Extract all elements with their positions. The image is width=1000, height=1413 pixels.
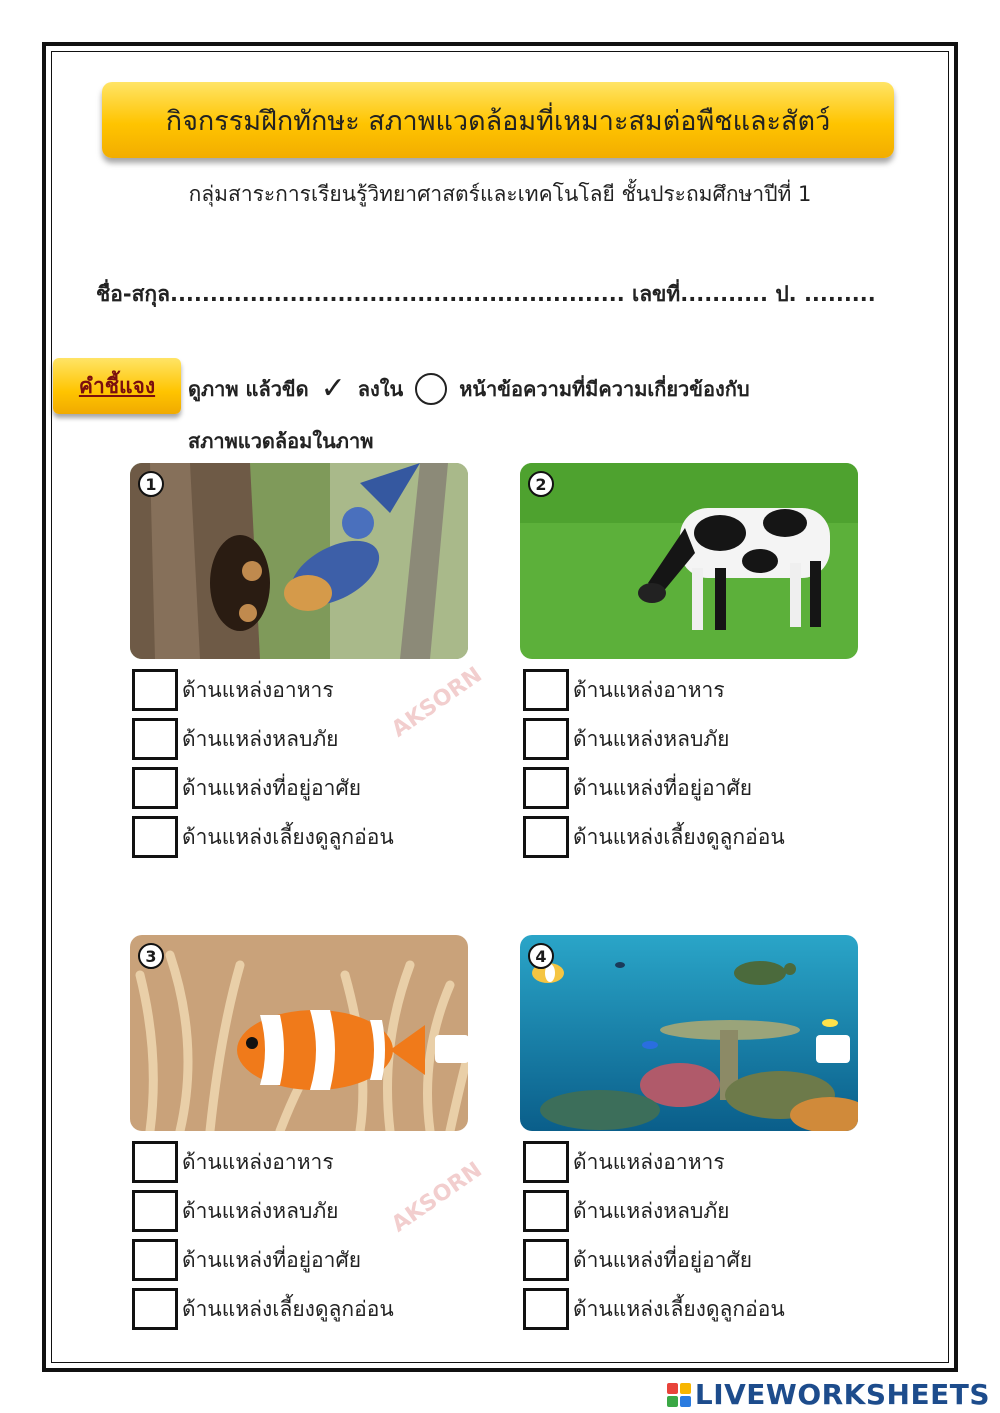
logo-squares-icon [667, 1383, 691, 1407]
question-4-option-3[interactable] [523, 1237, 752, 1283]
checkbox[interactable] [523, 1141, 569, 1183]
question-3-option-3[interactable] [132, 1237, 361, 1283]
coral-reef-illustration [520, 935, 858, 1131]
option-label: ด้านแหล่งเลี้ยงดูลูกอ่อน [573, 824, 785, 849]
student-info-line: ชื่อ-สกุล......................................................... เลขที่........... ป. ......... [96, 282, 876, 306]
title-banner [102, 82, 894, 158]
question-3-number: 3 [138, 943, 164, 969]
worksheet-title: กิจกรรมฝึกทักษะ สภาพแวดล้อมที่เหมาะสมต่อพืชและสัตว์ [165, 105, 831, 137]
question-1-image [130, 463, 468, 659]
question-4-option-1[interactable] [523, 1139, 725, 1185]
question-2-image [520, 463, 858, 659]
option-label: ด้านแหล่งหลบภัย [182, 1198, 339, 1223]
option-label: ด้านแหล่งเลี้ยงดูลูกอ่อน [573, 1296, 785, 1321]
instructions-line-1 [188, 373, 750, 405]
checkbox[interactable] [523, 1288, 569, 1330]
question-4-option-2[interactable] [523, 1188, 729, 1234]
checkbox[interactable] [132, 1239, 178, 1281]
question-3-answer-box[interactable] [435, 1035, 468, 1063]
instructions-badge [53, 358, 181, 414]
instructions-part-3: หน้าข้อความที่มีความเกี่ยวข้องกับ [459, 377, 750, 401]
clownfish-anemone-illustration [130, 935, 468, 1131]
cow-grass-illustration [520, 463, 858, 659]
option-label: ด้านแหล่งอาหาร [573, 677, 725, 702]
checkbox[interactable] [132, 1190, 178, 1232]
option-label: ด้านแหล่งที่อยู่อาศัย [182, 775, 362, 800]
checkbox[interactable] [132, 816, 178, 858]
option-label: ด้านแหล่งเลี้ยงดูลูกอ่อน [182, 1296, 394, 1321]
question-1-option-1[interactable] [132, 667, 334, 713]
checkbox[interactable] [132, 767, 178, 809]
instructions-part-1: ดูภาพ แล้วขีด [188, 377, 309, 401]
bird-tree-illustration [130, 463, 468, 659]
question-2-option-2[interactable] [523, 716, 729, 762]
subtitle: กลุ่มสาระการเรียนรู้วิทยาศาสตร์และเทคโนโลยี ชั้นประถมศึกษาปีที่ 1 [188, 182, 812, 206]
option-label: ด้านแหล่งอาหาร [182, 677, 334, 702]
checkbox[interactable] [132, 1288, 178, 1330]
question-3-image [130, 935, 468, 1131]
option-label: ด้านแหล่งหลบภัย [182, 726, 339, 751]
checkbox[interactable] [132, 669, 178, 711]
question-4-option-4[interactable] [523, 1286, 785, 1332]
question-4-image [520, 935, 858, 1131]
question-2-option-3[interactable] [523, 765, 752, 811]
instructions-line-2: สภาพแวดล้อมในภาพ [188, 429, 374, 453]
option-label: ด้านแหล่งที่อยู่อาศัย [573, 1247, 753, 1272]
question-1-option-4[interactable] [132, 814, 394, 860]
option-label: ด้านแหล่งเลี้ยงดูลูกอ่อน [182, 824, 394, 849]
question-2-option-1[interactable] [523, 667, 725, 713]
option-label: ด้านแหล่งที่อยู่อาศัย [573, 775, 753, 800]
checkbox[interactable] [523, 1239, 569, 1281]
watermark-1: AKSORN [387, 662, 487, 743]
question-1-number: 1 [138, 471, 164, 497]
question-4-number: 4 [528, 943, 554, 969]
logo-text: LIVEWORKSHEETS [694, 1378, 990, 1411]
option-label: ด้านแหล่งหลบภัย [573, 1198, 730, 1223]
option-label: ด้านแหล่งอาหาร [573, 1149, 725, 1174]
question-2-option-4[interactable] [523, 814, 785, 860]
question-4-answer-box[interactable] [816, 1035, 850, 1063]
circle-icon [415, 373, 447, 405]
question-3-option-1[interactable] [132, 1139, 334, 1185]
instructions-part-2: ลงใน [357, 377, 404, 401]
liveworksheets-logo [667, 1378, 990, 1411]
checkbox[interactable] [523, 767, 569, 809]
checkbox[interactable] [523, 718, 569, 760]
checkbox[interactable] [132, 718, 178, 760]
checkbox[interactable] [523, 669, 569, 711]
checkbox[interactable] [523, 816, 569, 858]
checkmark-icon: ✓ [320, 371, 346, 406]
checkbox[interactable] [523, 1190, 569, 1232]
option-label: ด้านแหล่งอาหาร [182, 1149, 334, 1174]
option-label: ด้านแหล่งที่อยู่อาศัย [182, 1247, 362, 1272]
watermark-2: AKSORN [387, 1157, 487, 1238]
option-label: ด้านแหล่งหลบภัย [573, 726, 730, 751]
instructions-badge-label: คำชี้แจง [78, 373, 156, 398]
question-2-number: 2 [528, 471, 554, 497]
question-1-option-2[interactable] [132, 716, 338, 762]
checkbox[interactable] [132, 1141, 178, 1183]
question-3-option-2[interactable] [132, 1188, 338, 1234]
question-3-option-4[interactable] [132, 1286, 394, 1332]
question-1-option-3[interactable] [132, 765, 361, 811]
